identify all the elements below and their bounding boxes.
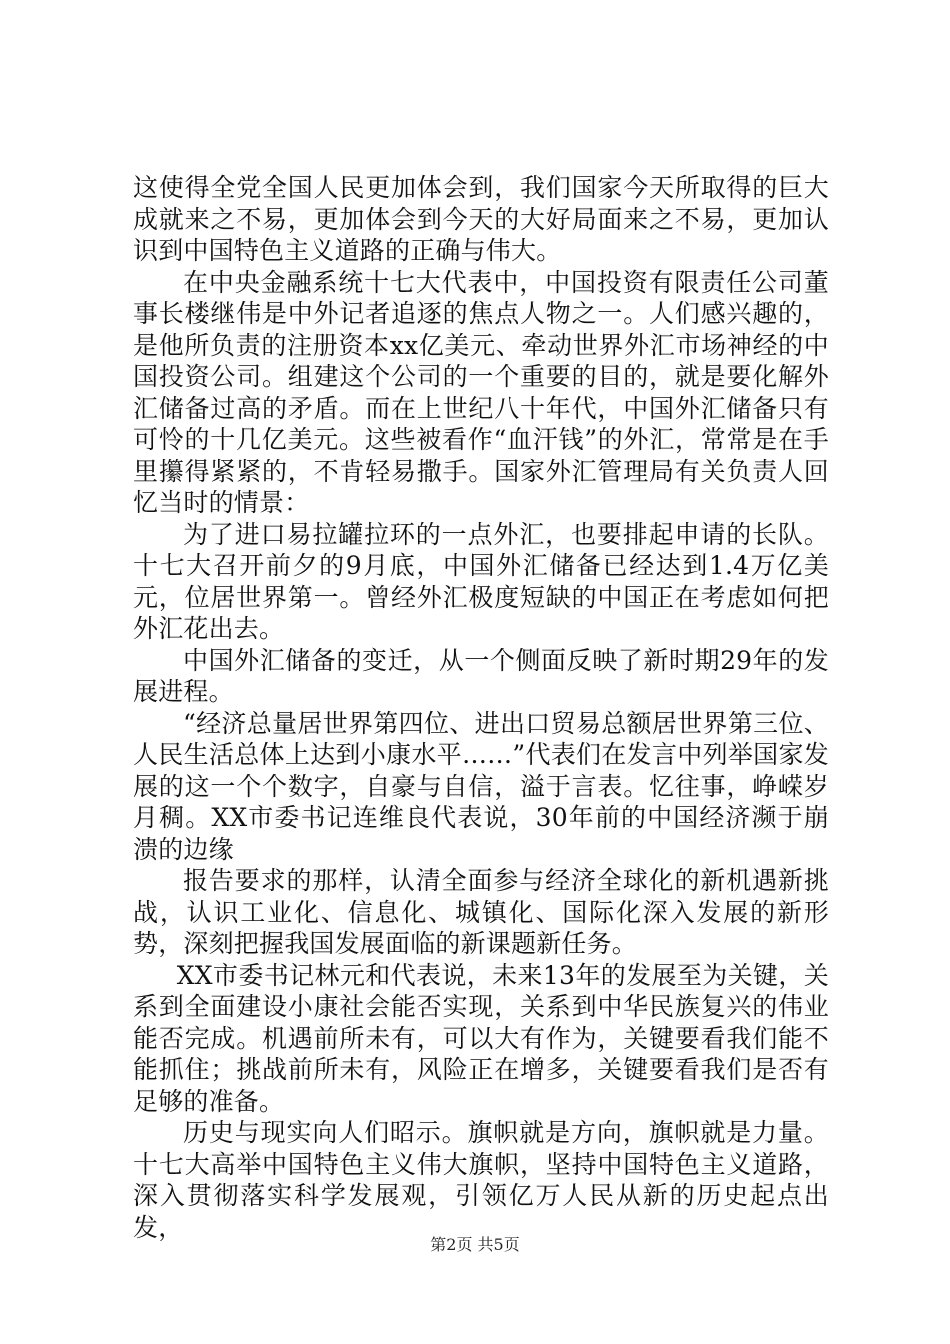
- paragraph-7: XX市委书记林元和代表说，未来13年的发展至为关键，关系到全面建设小康社会能否实现，关系到中华民族复兴的伟业能否完成。机遇前所未有，可以大有作为，关键要看我们能不能抓住；挑战前所未有，风险正在增多，关键要看我们是否有足够的准备。: [133, 960, 829, 1116]
- paragraph-5: “经济总量居世界第四位、进出口贸易总额居世界第三位、人民生活总体上达到小康水平……”代表们在发言中列举国家发展的这一个个数字，自豪与自信，溢于言表。忆往事，峥嵘岁月稠。XX市委书记连维良代表说，30年前的中国经济濒于崩溃的边缘: [133, 708, 829, 864]
- page-number-footer: 第2页 共5页: [430, 1235, 520, 1254]
- document-body: [133, 172, 829, 1243]
- paragraph-6: 报告要求的那样，认清全面参与经济全球化的新机遇新挑战，认识工业化、信息化、城镇化、国际化深入发展的新形势，深刻把握我国发展面临的新课题新任务。: [133, 866, 829, 958]
- paragraph-3: 为了进口易拉罐拉环的一点外汇，也要排起申请的长队。十七大召开前夕的9月底，中国外汇储备已经达到1.4万亿美元，位居世界第一。曾经外汇极度短缺的中国正在考虑如何把外汇花出去。: [133, 519, 829, 643]
- paragraph-2: 在中央金融系统十七大代表中，中国投资有限责任公司董事长楼继伟是中外记者追逐的焦点人物之一。人们感兴趣的，是他所负责的注册资本xx亿美元、牵动世界外汇市场神经的中国投资公司。组建这个公司的一个重要的目的，就是要化解外汇储备过高的矛盾。而在上世纪八十年代，中国外汇储备只有可怜的十几亿美元。这些被看作“血汗钱”的外汇，常常是在手里攥得紧紧的，不肯轻易撒手。国家外汇管理局有关负责人回忆当时的情景：: [133, 267, 829, 517]
- paragraph-1: 这使得全党全国人民更加体会到，我们国家今天所取得的巨大成就来之不易，更加体会到今天的大好局面来之不易，更加认识到中国特色主义道路的正确与伟大。: [133, 173, 829, 265]
- paragraph-8: 历史与现实向人们昭示。旗帜就是方向，旗帜就是力量。十七大高举中国特色主义伟大旗帜，坚持中国特色主义道路，深入贯彻落实科学发展观，引领亿万人民从新的历史起点出发，: [133, 1118, 829, 1242]
- paragraph-4: 中国外汇储备的变迁，从一个侧面反映了新时期29年的发展进程。: [133, 645, 829, 706]
